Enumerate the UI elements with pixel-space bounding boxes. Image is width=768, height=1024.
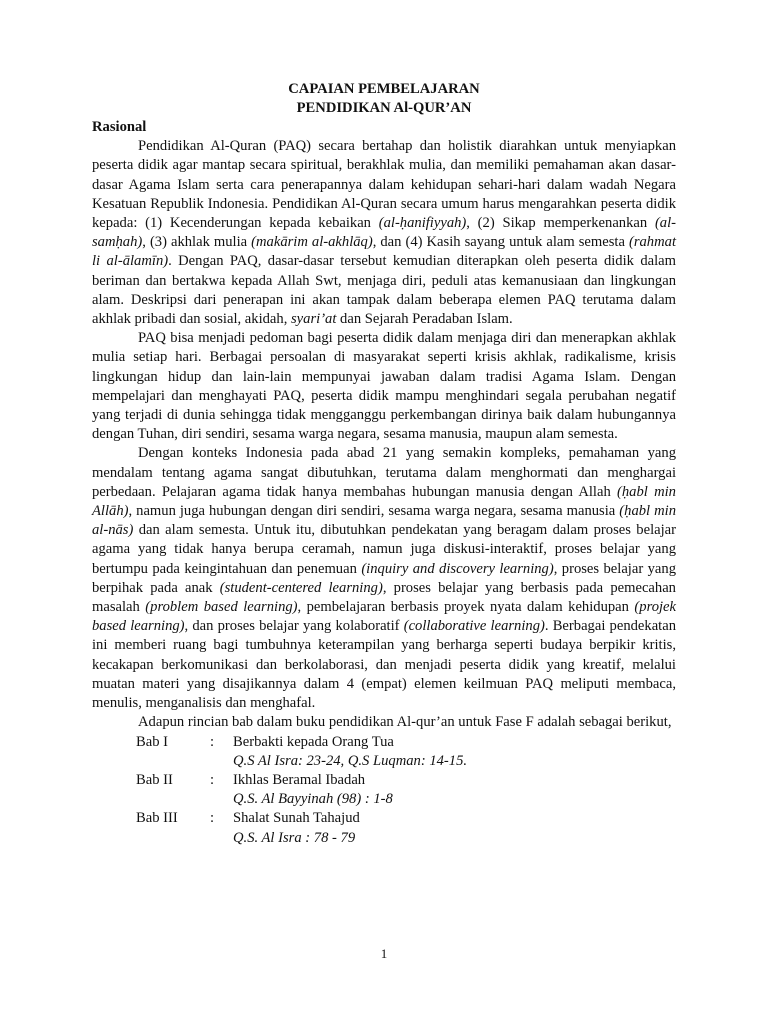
chapter-title: Berbakti kepada Orang Tua xyxy=(233,733,394,750)
italic-term: (ḥabl min al-nās) xyxy=(92,503,676,539)
chapter-row xyxy=(92,809,676,828)
body-paragraphs xyxy=(92,137,676,732)
paragraph-text: , dan proses belajar yang kolaboratif xyxy=(184,618,404,635)
italic-term: (makārim al-akhlāq) xyxy=(251,234,373,251)
italic-term: (al-samḥah) xyxy=(92,215,677,251)
chapter-colon: : xyxy=(210,771,215,788)
chapter-list xyxy=(92,733,676,848)
chapter-label: Bab I xyxy=(136,733,169,750)
chapter-label: Bab II xyxy=(136,771,173,788)
paragraph-text: dan alam semesta. Untuk itu, dibutuhkan pendekatan yang beragam dalam proses belajar agama yang tidak hanya berupa ceramah, namun juga diskusi-interaktif, proses belajar yang bertumpu pada keingintahuan dan penemuan xyxy=(92,522,676,577)
chapter-row xyxy=(92,733,676,752)
paragraph-text: , pembelajaran berbasis proyek nyata dalam kehidupan xyxy=(297,599,635,616)
chapter-title: Shalat Sunah Tahajud xyxy=(233,810,360,827)
document-page xyxy=(92,80,676,848)
paragraph-text: . Berbagai pendekatan ini memberi ruang bagi tumbuhnya keterampilan yang berharga seperti budaya berpikir kritis, kecakapan berkomunikasi dan berkolaborasi, dan menjadi peserta didik yang kreatif, melalui muatan materi yang disajikannya dalam 4 (empat) elemen keilmuan PAQ meliputi membaca, menulis, menganalisis dan menghafal. xyxy=(92,618,676,712)
paragraph-text: , (3) akhlak mulia xyxy=(142,234,252,251)
italic-term: (al-ḥanifiyyah) xyxy=(378,215,467,232)
paragraph-text: Adapun rincian bab dalam buku pendidikan Al-qur’an untuk Fase F adalah sebagai berikut, xyxy=(138,714,672,731)
section-heading: Rasional xyxy=(92,119,147,135)
chapter-reference: Q.S. Al Isra : 78 - 79 xyxy=(233,829,356,846)
italic-term: (student-centered learning) xyxy=(219,579,383,596)
paragraph-text: , namun juga hubungan dengan diri sendiri, sesama warga negara, sesama manusia xyxy=(128,503,620,520)
italic-term: (rahmat li al-ālamīn) xyxy=(92,234,676,270)
italic-term: (ḥabl min Allāh) xyxy=(92,483,676,520)
paragraph-text: , dan (4) Kasih sayang untuk alam semesta xyxy=(372,234,629,251)
paragraph-text: , proses belajar yang berbasis pada pemecahan masalah xyxy=(92,579,676,616)
italic-term: syari’at xyxy=(291,311,337,328)
paragraph-text: Pendidikan Al-Quran (PAQ) secara bertahap dan holistik diarahkan untuk menyiapkan peserta didik agar mantap secara spiritual, berakhlak mulia, dan memiliki pemahaman akan dasar-dasar Agama Islam serta cara penerapannya dalam kehidupan sehari-hari dalam wadah Negara Kesatuan Republik Indonesia. Pendidikan Al-Quran secara umum harus mengarahkan peserta didik kepada: (1) Kecenderungan kepada kebaikan xyxy=(92,138,676,232)
title-line-2: PENDIDIKAN Al-QUR’AN xyxy=(296,100,472,116)
chapter-reference: Q.S Al Isra: 23-24, Q.S Luqman: 14-15. xyxy=(233,752,468,769)
chapter-colon: : xyxy=(210,733,215,750)
paragraph-text: dan Sejarah Peradaban Islam. xyxy=(336,311,513,328)
chapter-label: Bab III xyxy=(136,810,178,827)
paragraph xyxy=(92,444,676,713)
chapter-colon: : xyxy=(210,810,215,827)
paragraph-text: , (2) Sikap memperkenankan xyxy=(466,215,655,232)
paragraph-text: . Dengan PAQ, dasar-dasar tersebut kemudian diterapkan oleh peserta didik dalam beriman dan bertakwa kepada Allah Swt, menjaga diri, peduli atas kemanusiaan dan lingkungan alam. Deskripsi dari penerapan ini akan tampak dalam beberapa elemen PAQ terutama dalam akhlak pribadi dan sosial, akidah, xyxy=(92,253,676,328)
paragraph xyxy=(92,329,676,444)
paragraph xyxy=(92,137,676,329)
italic-term: (collaborative learning) xyxy=(403,618,545,635)
italic-term: (problem based learning) xyxy=(145,599,298,616)
italic-term: (projek based learning) xyxy=(92,599,677,635)
paragraph-text: PAQ bisa menjadi pedoman bagi peserta didik dalam menjaga diri dan menerapkan akhlak mulia setiap hari. Berbagai persoalan di masyarakat seperti krisis akhlak, radikalisme, krisis lingkungan hidup dan lain-lain mempunyai jawaban dalam tradisi Agama Islam. Dengan mempelajari dan menghayati PAQ, peserta didik mampu menghindari segala perubahan negatif yang terjadi di dunia sehingga tidak mengganggu perkembangan dirinya baik dalam hubungannya dengan Tuhan, diri sendiri, sesama warga negara, sesama manusia, maupun alam semesta. xyxy=(92,330,676,443)
paragraph-text: Dengan konteks Indonesia pada abad 21 yang semakin kompleks, pemahaman yang mendalam tentang agama sangat dibutuhkan, terutama dalam menghormati dan menghargai perbedaan. Pelajaran agama tidak hanya membahas hubungan manusia dengan Allah xyxy=(92,445,676,500)
page-number: 1 xyxy=(380,946,388,961)
paragraph xyxy=(92,713,676,732)
chapter-title: Ikhlas Beramal Ibadah xyxy=(233,771,366,788)
chapter-row xyxy=(92,771,676,790)
chapter-reference: Q.S. Al Bayyinah (98) : 1-8 xyxy=(233,791,393,808)
italic-term: (inquiry and discovery learning) xyxy=(361,560,554,577)
paragraph-text: , proses belajar yang berpihak pada anak xyxy=(92,560,676,596)
title-line-1: CAPAIAN PEMBELAJARAN xyxy=(288,81,480,97)
